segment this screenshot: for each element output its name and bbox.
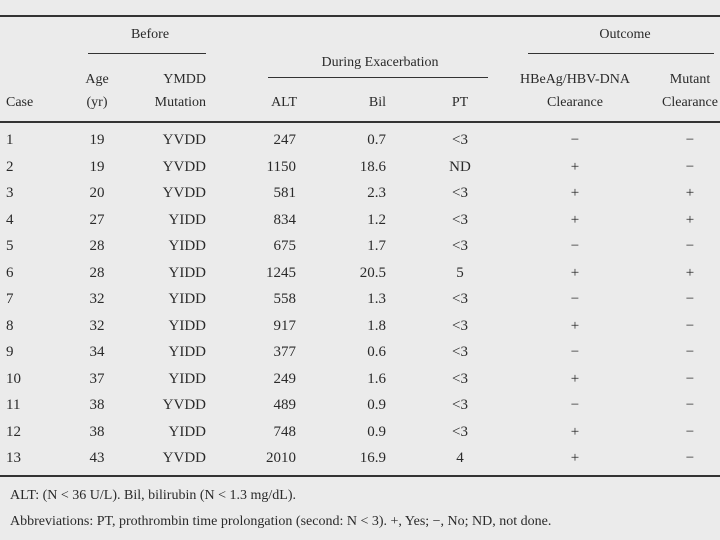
cell-pt: <3 — [452, 238, 468, 254]
cell-alt: 489 — [273, 397, 296, 413]
header-hbeag-line1: HBeAg/HBV-DNA — [520, 72, 630, 87]
header-mutant-line2: Clearance — [662, 95, 718, 110]
cell-hbeag-clearance: − — [570, 397, 580, 413]
cell-case: 11 — [6, 397, 21, 413]
cell-pt: <3 — [452, 344, 468, 360]
cell-hbeag-clearance: + — [570, 370, 580, 387]
cell-alt: 581 — [273, 185, 296, 201]
cell-alt: 377 — [273, 344, 296, 360]
cell-bil: 2.3 — [367, 185, 386, 201]
cell-alt: 834 — [273, 211, 296, 228]
cell-hbeag-clearance: + — [570, 423, 580, 440]
cell-hbeag-clearance: + — [570, 158, 580, 175]
cell-case: 3 — [6, 185, 14, 201]
cell-mutant-clearance: + — [685, 264, 695, 281]
cell-age: 34 — [89, 344, 105, 360]
cell-hbeag-clearance: + — [570, 185, 580, 201]
cell-bil: 0.9 — [367, 423, 386, 440]
cell-alt: 2010 — [266, 450, 296, 466]
cell-hbeag-clearance: + — [570, 317, 580, 334]
header-before: Before — [130, 27, 170, 42]
cell-pt: 4 — [456, 450, 464, 466]
cell-pt: <3 — [452, 185, 468, 201]
cell-mutant-clearance: + — [685, 185, 695, 201]
header-hbeag-line2: Clearance — [547, 95, 603, 110]
cell-bil: 0.9 — [367, 397, 386, 413]
cell-ymdd: YIDD — [168, 211, 206, 228]
cell-mutant-clearance: − — [685, 132, 695, 148]
cell-ymdd: YIDD — [168, 238, 206, 254]
cell-hbeag-clearance: − — [570, 132, 580, 148]
cell-pt: <3 — [452, 211, 468, 228]
cell-alt: 748 — [273, 423, 296, 440]
cell-bil: 20.5 — [359, 264, 386, 281]
during-group-rule — [268, 77, 488, 78]
cell-age: 38 — [89, 397, 105, 413]
cell-case: 7 — [6, 291, 14, 307]
cell-pt: <3 — [452, 397, 468, 413]
cell-pt: ND — [449, 158, 471, 175]
cell-mutant-clearance: + — [685, 211, 695, 228]
cell-bil: 1.8 — [367, 317, 386, 334]
cell-mutant-clearance: − — [685, 344, 695, 360]
cell-alt: 917 — [273, 317, 296, 334]
table-bottom-rule — [0, 475, 720, 477]
header-ymdd-line2: Mutation — [154, 95, 206, 110]
cell-bil: 1.2 — [367, 211, 386, 228]
cell-hbeag-clearance: + — [570, 450, 580, 466]
cell-hbeag-clearance: + — [570, 264, 580, 281]
cell-bil: 16.9 — [359, 450, 386, 466]
cell-mutant-clearance: − — [685, 291, 695, 307]
cell-mutant-clearance: − — [685, 423, 695, 440]
cell-bil: 1.6 — [367, 370, 386, 387]
cell-ymdd: YVDD — [162, 185, 206, 201]
header-age-line1: Age — [85, 72, 109, 87]
cell-pt: 5 — [456, 264, 464, 281]
cell-bil: 0.7 — [367, 132, 386, 148]
cell-mutant-clearance: − — [685, 317, 695, 334]
cell-ymdd: YIDD — [168, 264, 206, 281]
header-bil: Bil — [368, 95, 386, 110]
cell-case: 1 — [6, 132, 14, 148]
cell-age: 43 — [89, 450, 105, 466]
cell-mutant-clearance: − — [685, 370, 695, 387]
header-during-exacerbation: During Exacerbation — [321, 55, 439, 70]
cell-hbeag-clearance: − — [570, 238, 580, 254]
cell-bil: 18.6 — [359, 158, 386, 175]
cell-age: 28 — [89, 264, 105, 281]
cell-hbeag-clearance: − — [570, 344, 580, 360]
before-group-rule — [88, 53, 206, 54]
cell-age: 19 — [89, 132, 105, 148]
cell-pt: <3 — [452, 317, 468, 334]
cell-case: 10 — [6, 370, 21, 387]
cell-ymdd: YVDD — [162, 132, 206, 148]
cell-alt: 675 — [273, 238, 296, 254]
header-case: Case — [6, 95, 34, 110]
cell-age: 19 — [89, 158, 105, 175]
header-ymdd-line1: YMDD — [163, 72, 206, 87]
cell-pt: <3 — [452, 132, 468, 148]
cell-case: 5 — [6, 238, 14, 254]
cell-mutant-clearance: − — [685, 450, 695, 466]
cell-ymdd: YIDD — [168, 423, 206, 440]
cell-case: 8 — [6, 317, 14, 334]
cell-bil: 1.7 — [367, 238, 386, 254]
header-mutant-line1: Mutant — [669, 72, 711, 87]
cell-alt: 1245 — [266, 264, 296, 281]
cell-mutant-clearance: − — [685, 397, 695, 413]
cell-case: 9 — [6, 344, 14, 360]
header-age-line2: (yr) — [86, 95, 108, 110]
cell-pt: <3 — [452, 291, 468, 307]
header-pt: PT — [451, 95, 469, 110]
cell-alt: 1150 — [266, 158, 296, 175]
cell-ymdd: YIDD — [168, 370, 206, 387]
header-outcome: Outcome — [599, 27, 651, 42]
footnote-alt: ALT: (N < 36 U/L). Bil, bilirubin (N < 1.3 mg/dL). — [10, 488, 297, 503]
table-top-rule — [0, 15, 720, 17]
cell-alt: 558 — [273, 291, 296, 307]
cell-case: 13 — [6, 450, 21, 466]
header-alt: ALT — [271, 95, 297, 110]
cell-hbeag-clearance: − — [570, 291, 580, 307]
cell-ymdd: YVDD — [162, 158, 206, 175]
cell-age: 28 — [89, 238, 105, 254]
cell-ymdd: YIDD — [168, 317, 206, 334]
cell-age: 20 — [89, 185, 105, 201]
cell-bil: 0.6 — [367, 344, 386, 360]
cell-alt: 247 — [273, 132, 296, 148]
outcome-group-rule — [528, 53, 714, 54]
cell-mutant-clearance: − — [685, 238, 695, 254]
cell-bil: 1.3 — [367, 291, 386, 307]
cell-age: 32 — [89, 291, 105, 307]
cell-case: 4 — [6, 211, 14, 228]
cell-age: 32 — [89, 317, 105, 334]
cell-pt: <3 — [452, 370, 468, 387]
cell-case: 12 — [6, 423, 21, 440]
cell-age: 27 — [89, 211, 105, 228]
footnote-abbreviations: Abbreviations: PT, prothrombin time prolongation (second: N < 3). +, Yes; −, No; ND, not done. — [10, 514, 552, 529]
cell-age: 37 — [89, 370, 105, 387]
cell-ymdd: YIDD — [168, 344, 206, 360]
cell-age: 38 — [89, 423, 105, 440]
cell-ymdd: YVDD — [162, 450, 206, 466]
cell-ymdd: YVDD — [162, 397, 206, 413]
cell-ymdd: YIDD — [168, 291, 206, 307]
cell-case: 2 — [6, 158, 14, 175]
table-header-rule — [0, 121, 720, 123]
cell-hbeag-clearance: + — [570, 211, 580, 228]
cell-case: 6 — [6, 264, 14, 281]
cell-alt: 249 — [273, 370, 296, 387]
cell-pt: <3 — [452, 423, 468, 440]
cell-mutant-clearance: − — [685, 158, 695, 175]
